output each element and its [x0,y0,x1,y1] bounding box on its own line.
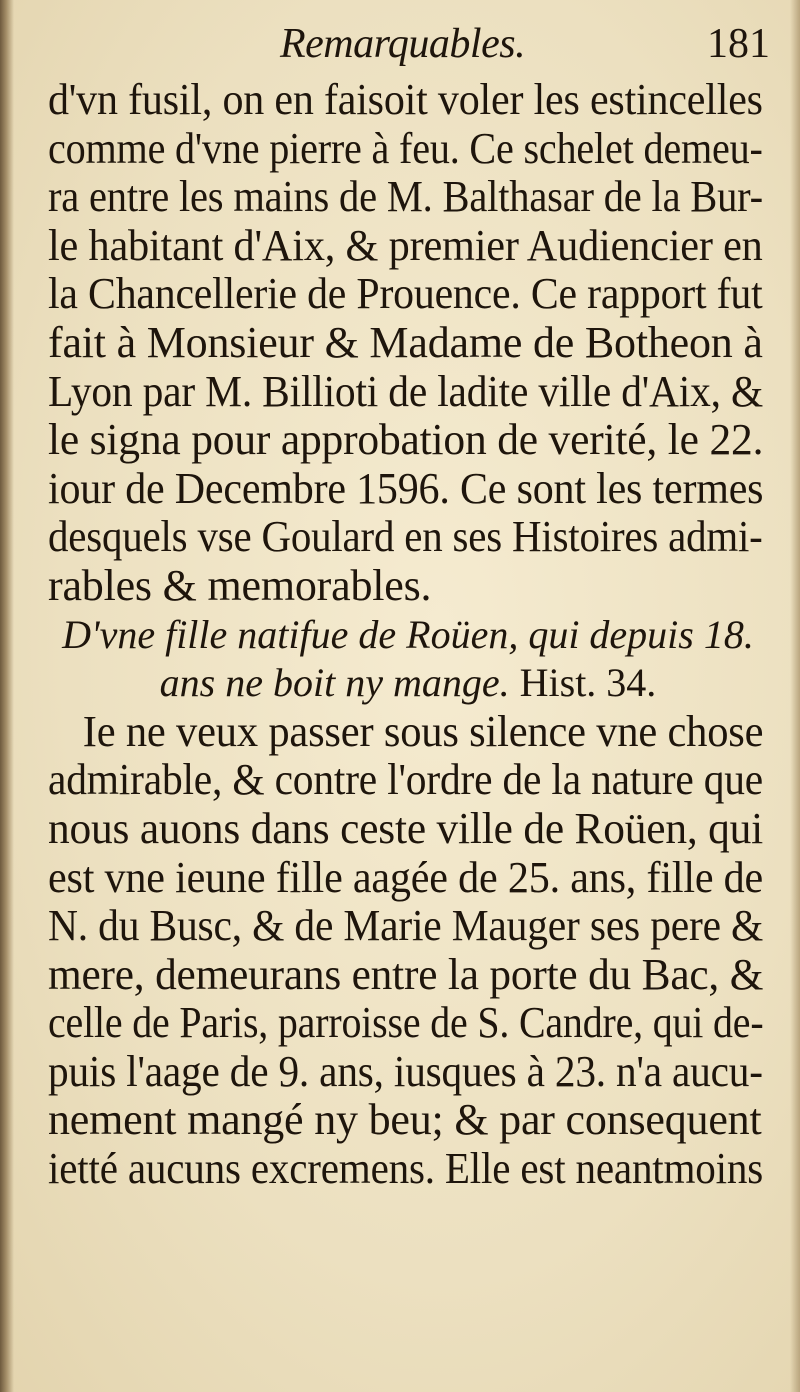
text-line: mere, demeurans entre la porte du Bac, & [48,949,764,999]
text-line: ra entre les mains de M. Balthasar de la Bur- [48,172,763,222]
text-line: est vne ieune fille aagée de 25. ans, fille de [48,852,764,902]
text-line: rables & memorables. [48,560,432,610]
text-line: le habitant d'Aix, & premier Audiencier en [48,220,763,270]
text-line: desquels vse Goulard en ses Histoires admi- [48,512,763,562]
text-line: ietté aucuns excremens. Elle est neantmoins [48,1144,764,1194]
section-heading-subtitle: ans ne boit ny mange. [159,660,510,706]
page-edge-shadow [790,0,800,1392]
text-line: celle de Paris, parroisse de S. Candre, qui de- [48,998,764,1048]
text-line: comme d'vne pierre à feu. Ce schelet demeu- [48,123,763,173]
text-line: admirable, & contre l'ordre de la nature que [48,755,763,805]
text-block [48,76,768,1194]
text-line: puis l'aage de 9. ans, iusques à 23. n'a aucu- [48,1046,763,1096]
text-line: N. du Busc, & de Marie Mauger ses pere & [48,901,764,951]
text-line: fait à Monsieur & Madame de Botheon à [48,317,763,367]
section-heading-line-2 [48,659,768,708]
section-heading-line-1 [48,611,768,660]
section-heading-title: D'vne fille natifue de Roüen, qui depuis 18. [62,611,754,657]
running-head [60,14,770,74]
page-number: 181 [707,21,770,67]
text-line: nous auons dans ceste ville de Roüen, qui [48,803,763,853]
text-line: Ie ne veux passer sous silence vne chose [82,706,764,756]
text-line: la Chancellerie de Prouence. Ce rapport fut [48,269,763,319]
text-line: nement mangé ny beu; & par consequent [48,1095,762,1145]
binding-shadow [0,0,14,1392]
running-title: Remarquables. [280,21,526,67]
section-heading-reference: Hist. 34. [509,660,657,706]
text-line: Lyon par M. Billioti de ladite ville d'Aix, & [48,366,764,416]
text-line: le signa pour approbation de verité, le 22. [48,415,764,465]
text-line: iour de Decembre 1596. Ce sont les termes [48,463,764,513]
text-line: d'vn fusil, on en faisoit voler les estincelles [48,75,763,124]
